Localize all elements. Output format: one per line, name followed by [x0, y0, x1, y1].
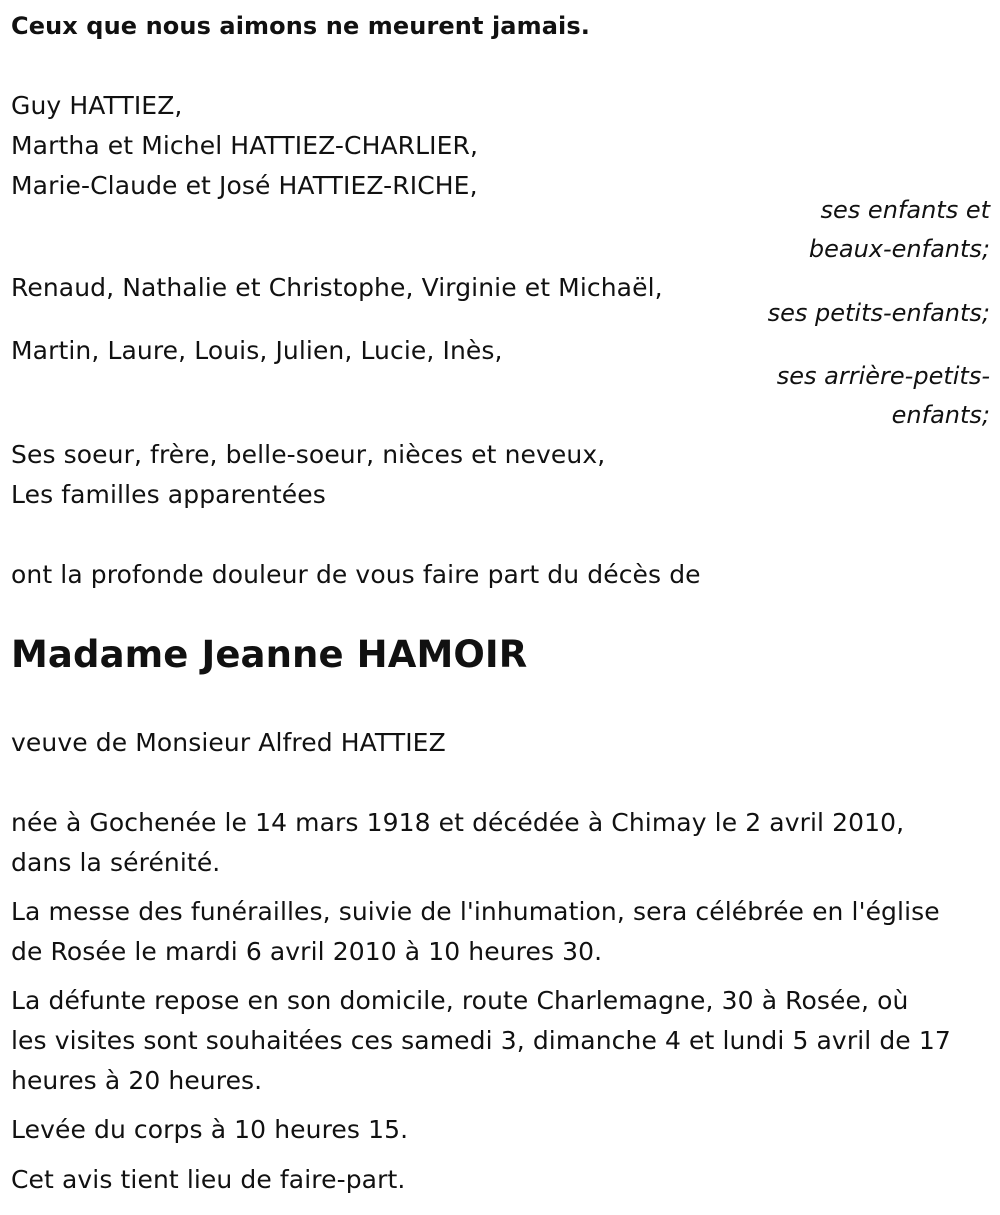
birth-death-line-1: née à Gochenée le 14 mars 1918 et décédée à Chimay le 2 avril 2010, — [11, 808, 905, 837]
grandchildren-role: ses petits-enfants; — [767, 299, 990, 327]
family-others-line-2: Les familles apparentées — [11, 480, 326, 509]
great-grandchildren-role-line-1: ses arrière-petits- — [776, 362, 990, 390]
great-grandchildren-role-line-2: enfants; — [891, 401, 990, 429]
deceased-name: Madame Jeanne HAMOIR — [11, 633, 528, 676]
announcement-text: ont la profonde douleur de vous faire part du décès de — [11, 560, 701, 589]
levee-du-corps: Levée du corps à 10 heures 15. — [11, 1115, 409, 1144]
widow-of-text: veuve de Monsieur Alfred HATTIEZ — [11, 728, 446, 757]
closing-note: Cet avis tient lieu de faire-part. — [11, 1165, 406, 1194]
repose-line-1: La défunte repose en son domicile, route Charlemagne, 30 à Rosée, où — [11, 986, 909, 1015]
family-children-line-1: Guy HATTIEZ, — [11, 91, 183, 120]
children-role-line-1: ses enfants et — [820, 196, 990, 224]
family-others-line-1: Ses soeur, frère, belle-soeur, nièces et neveux, — [11, 440, 606, 469]
family-children-line-3: Marie-Claude et José HATTIEZ-RICHE, — [11, 171, 478, 200]
funeral-line-1: La messe des funérailles, suivie de l'inhumation, sera célébrée en l'église — [11, 897, 940, 926]
children-role-line-2: beaux-enfants; — [808, 235, 990, 263]
repose-line-2: les visites sont souhaitées ces samedi 3, dimanche 4 et lundi 5 avril de 17 — [11, 1026, 951, 1055]
repose-line-3: heures à 20 heures. — [11, 1066, 263, 1095]
birth-death-line-2: dans la sérénité. — [11, 848, 221, 877]
family-grandchildren: Renaud, Nathalie et Christophe, Virginie et Michaël, — [11, 273, 663, 302]
family-great-grandchildren: Martin, Laure, Louis, Julien, Lucie, Inès, — [11, 336, 503, 365]
family-children-line-2: Martha et Michel HATTIEZ-CHARLIER, — [11, 131, 479, 160]
funeral-line-2: de Rosée le mardi 6 avril 2010 à 10 heures 30. — [11, 937, 603, 966]
epigraph-quote: Ceux que nous aimons ne meurent jamais. — [11, 12, 590, 40]
